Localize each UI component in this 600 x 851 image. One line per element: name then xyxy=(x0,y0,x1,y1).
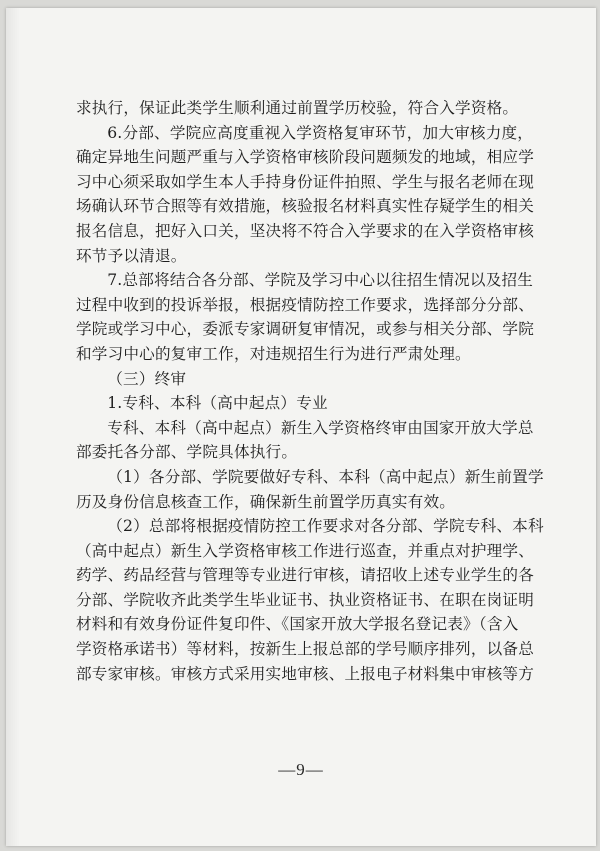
text-line: （高中起点）新生入学资格审核工作进行巡查，并重点对护理学、 xyxy=(76,541,535,560)
page-number: —9— xyxy=(278,760,324,779)
subsection-heading-majors xyxy=(76,391,554,416)
text-line: 历及身份信息核查工作，确保新生前置学历真实有效。 xyxy=(76,492,456,511)
paragraph-final-review-intro xyxy=(76,416,554,465)
text-line: 学资格承诺书）等材料，按新生上报总部的学号顺序排列，以备总 xyxy=(76,640,535,659)
text-line: 确定异地生问题严重与入学资格审核阶段问题频发的地域，相应学 xyxy=(76,148,535,167)
paragraph-point-1 xyxy=(76,465,554,514)
text-line: 求执行，保证此类学生顺利通过前置学历校验，符合入学资格。 xyxy=(76,99,519,117)
text-line: 过程中收到的投诉举报，根据疫情防控工作要求，选择部分分部、 xyxy=(76,295,535,314)
paragraph-item-6 xyxy=(76,121,554,269)
text-line: 药学、药品经营与管理等专业进行审核，请招收上述专业学生的各 xyxy=(76,566,535,585)
text-line: 学院或学习中心，委派专家调研复审情况，或参与相关分部、学院 xyxy=(76,320,535,339)
text-line: 报名信息，把好入口关，坚决将不符合入学要求的在入学资格审核 xyxy=(76,221,535,240)
heading-text: （三）终审 xyxy=(107,369,187,388)
text-line: 环节予以清退。 xyxy=(76,246,187,265)
text-line: （1）各分部、学院要做好专科、本科（高中起点）新生前置学 xyxy=(107,467,544,486)
document-page xyxy=(6,8,596,846)
text-line: （2）总部将根据疫情防控工作要求对各分部、学院专科、本科 xyxy=(107,517,544,536)
text-line: 部委托各分部、学院具体执行。 xyxy=(76,443,298,462)
heading-text: 1.专科、本科（高中起点）专业 xyxy=(107,394,328,413)
paragraph-point-2 xyxy=(76,514,554,686)
text-line: 7.总部将结合各分部、学院及学习中心以往招生情况以及招生 xyxy=(107,271,534,290)
text-line: 专科、本科（高中起点）新生入学资格终审由国家开放大学总 xyxy=(107,418,534,437)
text-line: 习中心须采取如学生本人手持身份证件拍照、学生与报名老师在现 xyxy=(76,172,535,191)
document-body xyxy=(76,96,554,686)
text-line: 材料和有效身份证件复印件、《国家开放大学报名登记表》（含入 xyxy=(76,615,519,634)
text-line: 6.分部、学院应高度重视入学资格复审环节，加大审核力度， xyxy=(107,123,534,142)
text-line: 部专家审核。审核方式采用实地审核、上报电子材料集中审核等方 xyxy=(76,664,535,683)
text-line: 场确认环节合照等有效措施，核验报名材料真实性存疑学生的相关 xyxy=(76,197,535,216)
text-line: 分部、学院收齐此类学生毕业证书、执业资格证书、在职在岗证明 xyxy=(76,590,535,609)
section-heading-final-review xyxy=(76,367,554,392)
text-line: 和学习中心的复审工作，对违规招生行为进行严肃处理。 xyxy=(76,344,471,363)
paragraph-continuation xyxy=(76,96,554,121)
paragraph-item-7 xyxy=(76,268,554,366)
